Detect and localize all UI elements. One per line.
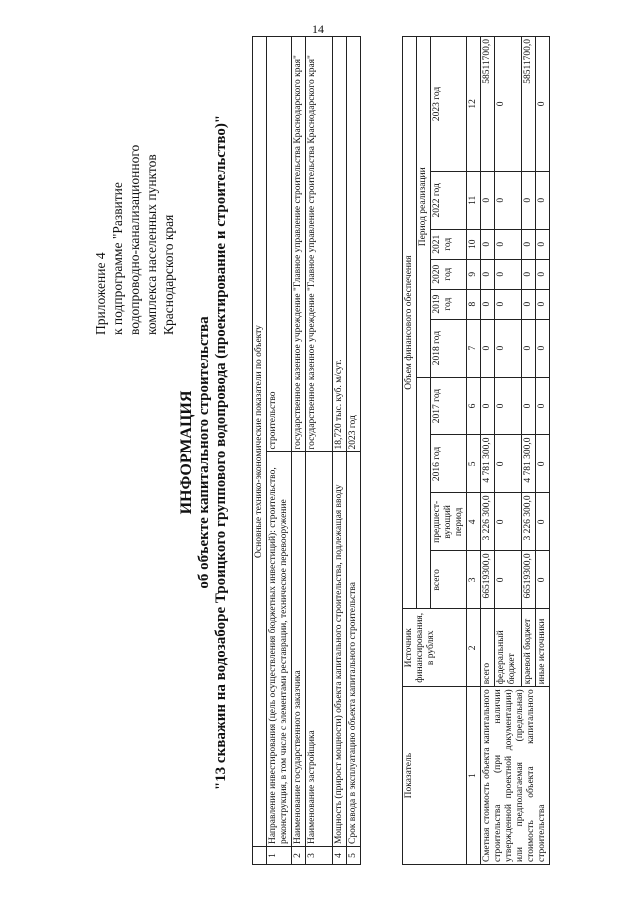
table-row xyxy=(347,37,361,865)
value-cell: 0 xyxy=(495,171,522,229)
column-number: 2 xyxy=(467,609,481,687)
value-cell: 0 xyxy=(495,319,522,377)
table-row xyxy=(292,37,306,865)
table-row xyxy=(267,37,292,865)
finance-table xyxy=(402,36,550,865)
column-number: 11 xyxy=(467,171,481,229)
value-cell: 3 226 300,0 xyxy=(522,493,536,551)
value-cell: 0 xyxy=(495,229,522,259)
row-number: 2 xyxy=(292,847,306,865)
source-label: федеральный бюджет xyxy=(495,609,522,687)
value-cell: 0 xyxy=(495,37,522,172)
column-number: 10 xyxy=(467,229,481,259)
value-cell: 0 xyxy=(481,171,495,229)
value-cell: 0 xyxy=(522,377,536,435)
value-cell: 0 xyxy=(481,259,495,289)
value-cell: 0 xyxy=(481,289,495,319)
value-cell: 58511700,0 xyxy=(522,37,536,172)
table-row xyxy=(333,37,347,865)
header-volume: Объем финансового обеспечения xyxy=(403,37,417,609)
row-label: Направление инвестирования (цель осуществления бюджетных инвестиций): строительство, реконструкция, в том числе с элементами реставрации, техническое перевооружение xyxy=(267,452,292,847)
column-number: 12 xyxy=(467,37,481,172)
value-cell: 0 xyxy=(495,551,522,609)
column-number: 1 xyxy=(467,687,481,865)
header-prev-period: предшест-вующий период xyxy=(431,493,467,551)
row-value: государственное казенное учреждение "Главное управление строительства Краснодарского края" xyxy=(306,37,333,453)
column-number: 7 xyxy=(467,319,481,377)
value-cell: 0 xyxy=(495,493,522,551)
appendix-note xyxy=(92,35,177,335)
value-cell: 58511700,0 xyxy=(481,37,495,172)
row-value: государственное казенное учреждение "Главное управление строительства Краснодарского края" xyxy=(292,37,306,453)
row-label: Наименование застройщика xyxy=(306,452,333,847)
title-line-1: ИНФОРМАЦИЯ xyxy=(178,390,195,515)
appendix-line: к подпрограмме "Развитие xyxy=(110,182,125,335)
value-cell: 0 xyxy=(536,435,550,493)
value-cell: 0 xyxy=(522,289,536,319)
value-cell: 0 xyxy=(495,259,522,289)
header-2017: 2017 год xyxy=(431,377,467,435)
appendix-line: комплекса населенных пунктов xyxy=(144,154,159,335)
value-cell: 0 xyxy=(536,551,550,609)
header-sources: Источник финансирования, в рублях xyxy=(403,609,467,687)
value-cell: 0 xyxy=(536,171,550,229)
value-cell: 0 xyxy=(522,259,536,289)
header-blank xyxy=(417,377,431,609)
appendix-line: Краснодарского края xyxy=(161,214,176,335)
header-2021: 2021 год xyxy=(431,229,467,259)
appendix-line: Приложение 4 xyxy=(93,252,108,335)
value-cell: 66519300,0 xyxy=(522,551,536,609)
page-number: 14 xyxy=(312,22,324,36)
source-label: иные источники xyxy=(536,609,550,687)
indicator-text: Сметная стоимость объекта капитального строительства (при наличии утвержденной проектной документации) или предполагаемая (предельная) стоимость объекта капитального строительства xyxy=(481,687,550,865)
value-cell: 0 xyxy=(536,377,550,435)
value-cell: 0 xyxy=(522,171,536,229)
header-2023: 2023 год xyxy=(431,37,467,172)
value-cell: 3 226 300,0 xyxy=(481,493,495,551)
header-2019: 2019 год xyxy=(431,289,467,319)
value-cell: 0 xyxy=(536,229,550,259)
row-value: 18,720 тыс. куб. м/сут. xyxy=(333,37,347,453)
table-row xyxy=(481,37,495,865)
title-line-3: "13 скважин на водозаборе Троицкого группового водопровода (проектирование и строительство)" xyxy=(213,114,229,791)
row-number: 3 xyxy=(306,847,333,865)
column-numbers-row xyxy=(467,37,481,865)
value-cell: 4 781 300,0 xyxy=(522,435,536,493)
value-cell: 0 xyxy=(522,229,536,259)
value-cell: 0 xyxy=(495,377,522,435)
row-label: Мощность (прирост мощности) объекта капитального строительства, подлежащая вводу xyxy=(333,452,347,847)
row-value: 2023 год xyxy=(347,37,361,453)
document-title xyxy=(178,40,230,865)
value-cell: 0 xyxy=(536,289,550,319)
value-cell: 4 781 300,0 xyxy=(481,435,495,493)
column-number: 8 xyxy=(467,289,481,319)
header-2016: 2016 год xyxy=(431,435,467,493)
value-cell: 0 xyxy=(536,319,550,377)
appendix-line: водопроводно-канализационного xyxy=(127,144,142,335)
row-value: строительство xyxy=(267,37,292,453)
table-row xyxy=(306,37,333,865)
value-cell: 0 xyxy=(522,319,536,377)
title-line-2: об объекте капитального строительства xyxy=(196,316,212,589)
header-period: Период реализации xyxy=(417,37,431,378)
header-2020: 2020 год xyxy=(431,259,467,289)
value-cell: 0 xyxy=(481,229,495,259)
source-label: всего xyxy=(481,609,495,687)
value-cell: 0 xyxy=(495,289,522,319)
column-number: 9 xyxy=(467,259,481,289)
indicators-blank-cell xyxy=(253,847,267,865)
value-cell: 0 xyxy=(481,319,495,377)
header-2022: 2022 год xyxy=(431,171,467,229)
row-number: 5 xyxy=(347,847,361,865)
row-label: Наименование государственного заказчика xyxy=(292,452,306,847)
value-cell: 0 xyxy=(536,259,550,289)
value-cell: 0 xyxy=(536,37,550,172)
column-number: 3 xyxy=(467,551,481,609)
row-number: 4 xyxy=(333,847,347,865)
header-2018: 2018 год xyxy=(431,319,467,377)
row-number: 1 xyxy=(267,847,292,865)
value-cell: 0 xyxy=(495,435,522,493)
value-cell: 0 xyxy=(536,493,550,551)
source-label: краевой бюджет xyxy=(522,609,536,687)
column-number: 4 xyxy=(467,493,481,551)
column-number: 5 xyxy=(467,435,481,493)
header-total: всего xyxy=(431,551,467,609)
indicators-table xyxy=(252,36,361,865)
value-cell: 0 xyxy=(481,377,495,435)
value-cell: 66519300,0 xyxy=(481,551,495,609)
indicators-header: Основные технико-экономические показатели по объекту xyxy=(253,37,267,847)
header-indicator: Показатель xyxy=(403,687,467,865)
row-label: Срок ввода в эксплуатацию объекта капитального строительства xyxy=(347,452,361,847)
column-number: 6 xyxy=(467,377,481,435)
